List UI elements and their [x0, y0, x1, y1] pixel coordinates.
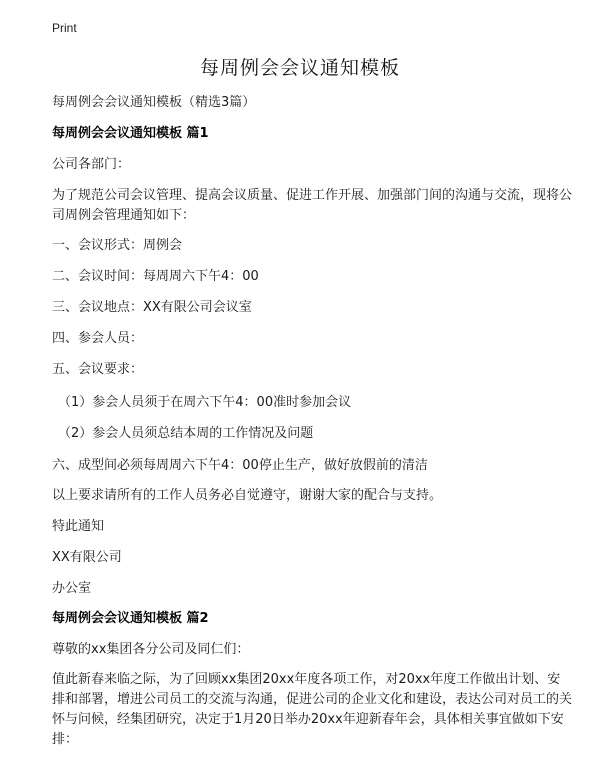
section-1-office: 办公室 [52, 581, 92, 596]
section-1-requirement-1: （1）参会人员须于在周六下午4：00准时参加会议 [58, 395, 352, 410]
section-1-notice: 特此通知 [52, 519, 105, 534]
section-1-paragraph: 为了规范公司会议管理、提高会议质量、促进工作开展、加强部门间的沟通与交流，现将公司周例会管理通知如下： [52, 188, 573, 223]
section-1-closing: 以上要求请所有的工作人员务必自觉遵守，谢谢大家的配合与支持。 [52, 488, 443, 503]
section-1-item-1: 一、会议形式：周例会 [52, 238, 183, 253]
section-1-heading: 每周例会会议通知模板 篇1 [52, 126, 209, 141]
print-link[interactable]: Print [52, 21, 77, 35]
section-2-heading: 每周例会会议通知模板 篇2 [52, 611, 209, 626]
section-1-item-4: 四、参会人员： [52, 331, 144, 346]
section-1-item-2: 二、会议时间：每周周六下午4：00 [52, 269, 259, 284]
section-2-greeting: 尊敬的xx集团各分公司及同仁们： [52, 642, 250, 657]
section-1-requirement-2: （2）参会人员须总结本周的工作情况及问题 [58, 426, 314, 441]
section-1-item-6: 六、成型间必须每周周六下午4：00停止生产，做好放假前的清洁 [52, 458, 428, 473]
section-1-greeting: 公司各部门： [52, 157, 131, 172]
section-1-item-5: 五、会议要求： [52, 362, 144, 377]
section-1-company: XX有限公司 [52, 550, 122, 565]
intro-text: 每周例会会议通知模板（精选3篇） [52, 95, 256, 110]
section-2-paragraph: 值此新春来临之际，为了回顾xx集团20xx年度各项工作，对20xx年度工作做出计划、安排和部署，增进公司员工的交流与沟通，促进公司的企业文化和建设，表达公司对员工的关怀与问候，经集团研究，决定于1月20日举办20xx年迎新春年会，具体相关事宜做如下安排： [52, 672, 573, 747]
section-1-item-3: 三、会议地点：XX有限公司会议室 [52, 300, 252, 315]
document-title: 每周例会会议通知模板 [199, 57, 400, 79]
